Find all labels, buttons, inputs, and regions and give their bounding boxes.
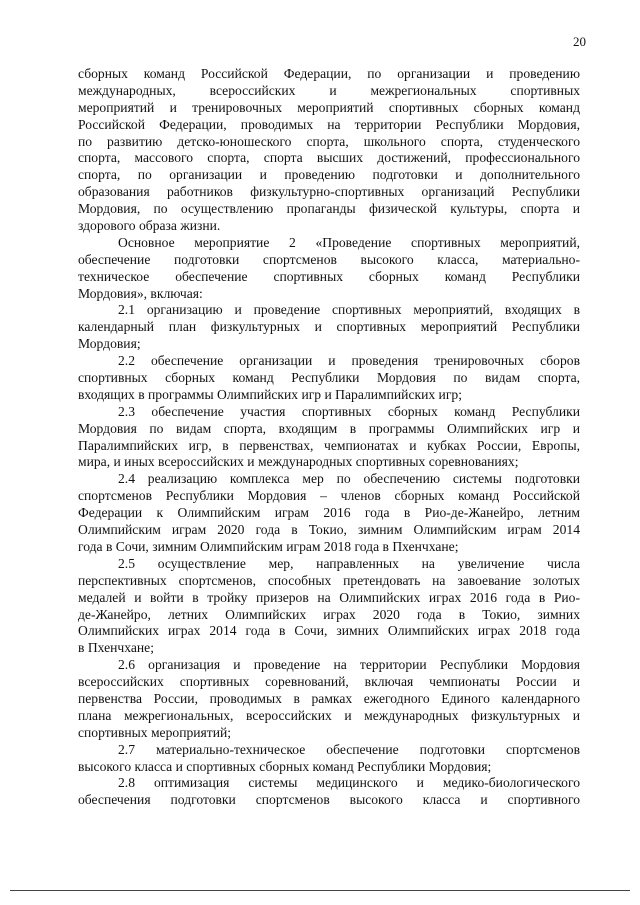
text-line: первенства России, проводимых в рамках ежегодного Единого календарного — [78, 690, 580, 706]
text-line: международных, всероссийских и межрегиональных спортивных — [78, 82, 580, 98]
text-line: мира, и иных всероссийских и международных спортивных соревнованиях; — [78, 454, 519, 470]
text-line: медалей и войти в тройку призеров на Олимпийских играх 2016 года в Рио- — [78, 589, 580, 605]
paragraph — [78, 775, 580, 809]
text-line: спорта, по организации и проведению подготовки и дополнительного — [78, 167, 580, 183]
paragraph — [78, 556, 580, 657]
text-line: де-Жанейро, летних Олимпийских играх 2020 года в Токио, зимних — [78, 606, 580, 622]
text-line: Паралимпийских игр, в первенствах, чемпионатах и кубках России, Европы, — [78, 437, 580, 453]
text-line: сборных команд Российской Федерации, по организации и проведению — [78, 66, 580, 81]
text-line: 2.5 осуществление мер, направленных на увеличение числа — [118, 555, 580, 571]
paragraph — [78, 471, 580, 555]
text-line: спортсменов Республики Мордовия – членов сборных команд Российской — [78, 488, 580, 504]
text-line: 2.3 обеспечение участия спортивных сборных команд Республики — [118, 403, 580, 419]
text-line: года в Сочи, зимним Олимпийским играм 2018 года в Пхенчхане; — [78, 538, 459, 554]
text-line: календарный план физкультурных и спортивных мероприятий Республики — [78, 319, 580, 335]
text-line: перспективных спортсменов, способных претендовать на завоевание золотых — [78, 572, 580, 588]
text-line: здорового образа жизни. — [78, 218, 221, 234]
paragraph — [78, 66, 580, 235]
text-line: Олимпийским играм 2020 года в Токио, зимним Олимпийским играм 2014 — [78, 522, 580, 538]
text-line: плана межрегиональных, всероссийских и международных физкультурных и — [78, 707, 580, 723]
paragraph — [78, 404, 580, 472]
paragraph — [78, 657, 580, 741]
text-line: техническое обеспечение спортивных сборных команд Республики — [78, 268, 580, 284]
text-line: спорта, массового спорта, спорта высших достижений, профессионального — [78, 150, 580, 166]
text-line: 2.8 оптимизация системы медицинского и медико-биологического — [118, 775, 580, 791]
text-line: Мордовия, по осуществлению пропаганды физической культуры, спорта и — [78, 201, 580, 217]
text-line: 2.7 материально-техническое обеспечение подготовки спортсменов — [118, 741, 580, 757]
bottom-border-line — [10, 890, 630, 891]
text-line: Основное мероприятие 2 «Проведение спортивных мероприятий, — [118, 234, 580, 250]
text-line: 2.4 реализацию комплекса мер по обеспечению системы подготовки — [118, 471, 580, 487]
text-line: 2.6 организация и проведение на территории Республики Мордовия — [118, 657, 580, 673]
text-line: входящих в программы Олимпийских игр и Паралимпийских игр; — [78, 386, 462, 402]
text-line: Мордовия по видам спорта, входящим в программы Олимпийских игр и — [78, 420, 580, 436]
text-line: спортивных сборных команд Республики Мордовия по видам спорта, — [78, 370, 580, 386]
text-line: 2.2 обеспечение организации и проведения тренировочных сборов — [118, 353, 580, 369]
text-line: Олимпийских играх 2014 года в Сочи, зимних Олимпийских играх 2018 года — [78, 623, 580, 639]
text-line: спортивных мероприятий; — [78, 724, 232, 740]
text-line: высокого класса и спортивных сборных команд Республики Мордовия; — [78, 758, 492, 774]
text-line: мероприятий и тренировочных мероприятий спортивных сборных команд — [78, 99, 580, 115]
text-line: Мордовия», включая: — [78, 285, 203, 301]
text-line: в Пхенчхане; — [78, 640, 154, 656]
paragraph — [78, 742, 580, 776]
page-number: 20 — [573, 34, 586, 49]
text-line: Мордовия; — [78, 336, 141, 352]
text-line: образования работников физкультурно-спортивных организаций Республики — [78, 184, 580, 200]
text-line: Федерации к Олимпийским играм 2016 года в Рио-де-Жанейро, летним — [78, 505, 580, 521]
text-line: всероссийских спортивных соревнований, включая чемпионаты России и — [78, 674, 580, 690]
paragraph — [78, 302, 580, 353]
document-body — [78, 66, 580, 809]
text-line: по развитию детско-юношеского спорта, школьного спорта, студенческого — [78, 133, 580, 149]
text-line: 2.1 организацию и проведение спортивных мероприятий, входящих в — [118, 302, 580, 318]
text-line: обеспечения подготовки спортсменов высокого класса и спортивного — [78, 792, 580, 808]
paragraph — [78, 353, 580, 404]
text-line: обеспечение подготовки спортсменов высокого класса, материально- — [78, 251, 580, 267]
text-line: Российской Федерации, проводимых на территории Республики Мордовия, — [78, 116, 580, 132]
paragraph — [78, 235, 580, 303]
